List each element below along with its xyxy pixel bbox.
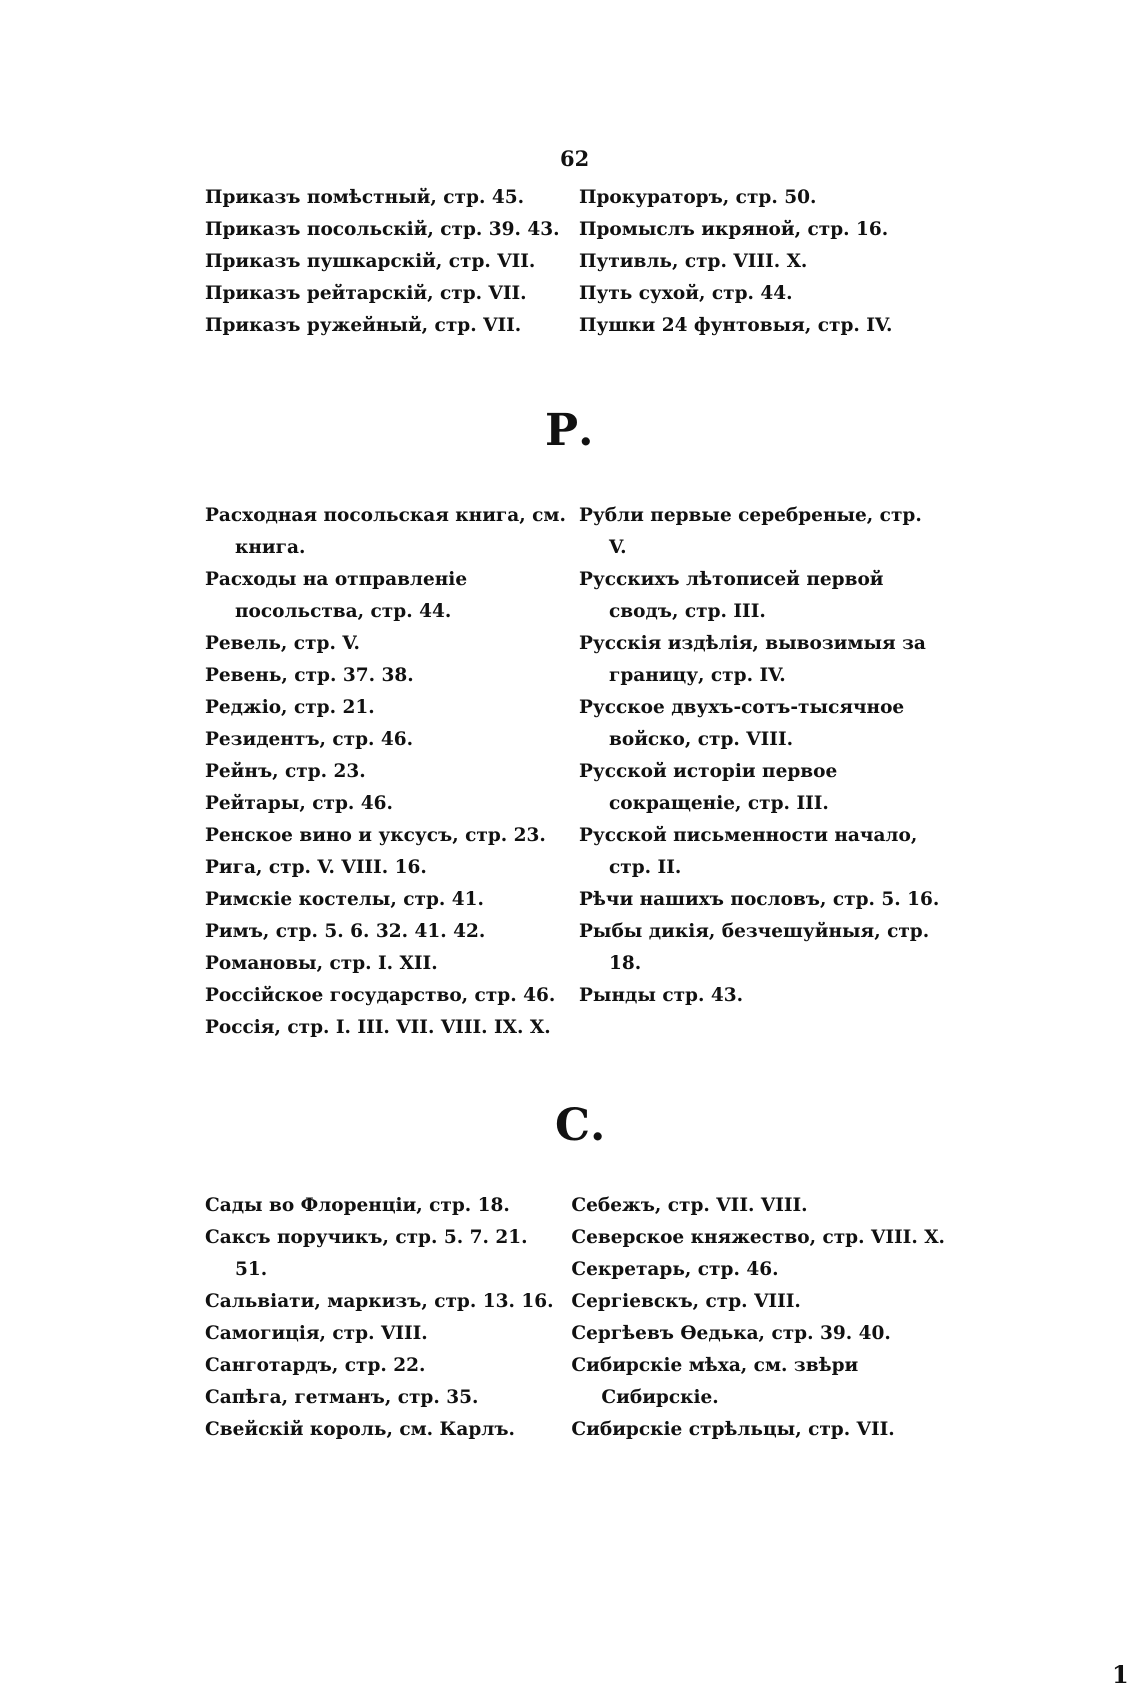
index-entry: Пушки 24 фунтовыя, стр. IV. — [579, 315, 893, 336]
index-entry: Приказъ пушкарскій, стр. VII. — [205, 251, 536, 272]
index-entry: Рейтары, стр. 46. — [205, 793, 393, 814]
index-entry: Римъ, стр. 5. 6. 32. 41. 42. — [205, 921, 486, 942]
column-right — [579, 500, 945, 1044]
section-s — [205, 1190, 945, 1446]
index-entry: Рейнъ, стр. 23. — [205, 761, 366, 782]
index-entry: Сибирскіе мѣха, см. звѣри Сибирскіе. — [571, 1355, 859, 1408]
index-entry: Рѣчи нашихъ пословъ, стр. 5. 16. — [579, 889, 940, 910]
index-entry: Санготардъ, стр. 22. — [205, 1355, 426, 1376]
section-letter-r: Р. — [545, 405, 594, 456]
index-entry: Сапѣга, гетманъ, стр. 35. — [205, 1387, 479, 1408]
column-right — [571, 1190, 945, 1446]
column-left — [205, 1190, 563, 1446]
index-entry: Рубли первые серебреные, стр. V. — [579, 505, 922, 558]
index-entry: Резидентъ, стр. 46. — [205, 729, 414, 750]
index-entry: Русской письменности начало, стр. II. — [579, 825, 918, 878]
index-entry: Расходы на отправленіе посольства, стр. 44. — [205, 569, 468, 622]
index-entry: Путь сухой, стр. 44. — [579, 283, 793, 304]
page-number: 62 — [560, 146, 590, 171]
column-left — [205, 500, 571, 1044]
index-entry: Романовы, стр. I. XII. — [205, 953, 438, 974]
index-entry: Саксъ поручикъ, стр. 5. 7. 21. 51. — [205, 1227, 528, 1280]
index-entry: Сады во Флоренціи, стр. 18. — [205, 1195, 510, 1216]
index-entry: Русской исторіи первое сокращеніе, стр. III. — [579, 761, 838, 814]
index-entry: Сергѣевъ Өедька, стр. 39. 40. — [571, 1323, 891, 1344]
index-entry: Приказъ ружейный, стр. VII. — [205, 315, 522, 336]
index-entry: Северское княжество, стр. VIII. X. — [571, 1227, 945, 1248]
section-letter-s: С. — [555, 1100, 606, 1151]
index-entry: Русскія издѣлія, вывозимыя за границу, стр. IV. — [579, 633, 926, 686]
column-left — [205, 182, 571, 342]
index-entry: Русскихъ лѣтописей первой сводъ, стр. III. — [579, 569, 884, 622]
index-entry: Приказъ посольскій, стр. 39. 43. — [205, 219, 560, 240]
section-r — [205, 500, 945, 1044]
index-entry: Сибирскіе стрѣльцы, стр. VII. — [571, 1419, 895, 1440]
index-entry: Ренское вино и уксусъ, стр. 23. — [205, 825, 546, 846]
index-entry: Россія, стр. I. III. VII. VIII. IX. X. — [205, 1017, 551, 1038]
index-entry: Самогиція, стр. VIII. — [205, 1323, 428, 1344]
index-entry: Сергіевскъ, стр. VIII. — [571, 1291, 801, 1312]
index-entry: Россійское государство, стр. 46. — [205, 985, 556, 1006]
index-entry: Приказъ помѣстный, стр. 45. — [205, 187, 525, 208]
index-entry: Прокураторъ, стр. 50. — [579, 187, 817, 208]
index-entry: Промыслъ икряной, стр. 16. — [579, 219, 889, 240]
section-p — [205, 182, 945, 342]
index-entry: Русское двухъ-сотъ-тысячное войско, стр. VIII. — [579, 697, 905, 750]
index-entry: Рынды стр. 43. — [579, 985, 744, 1006]
index-entry: Расходная посольская книга, см. книга. — [205, 505, 566, 558]
index-entry: Ревель, стр. V. — [205, 633, 360, 654]
column-right — [579, 182, 945, 342]
index-entry: Рыбы дикія, безчешуйныя, стр. 18. — [579, 921, 930, 974]
index-entry: Свейскій король, см. Карлъ. — [205, 1419, 515, 1440]
index-entry: Реджіо, стр. 21. — [205, 697, 375, 718]
index-entry: Ревень, стр. 37. 38. — [205, 665, 414, 686]
index-entry: Приказъ рейтарскій, стр. VII. — [205, 283, 527, 304]
index-entry: Рига, стр. V. VIII. 16. — [205, 857, 427, 878]
corner-mark: 1 — [1112, 1660, 1129, 1689]
index-entry: Сальвіати, маркизъ, стр. 13. 16. — [205, 1291, 554, 1312]
index-entry: Путивль, стр. VIII. X. — [579, 251, 808, 272]
index-entry: Римскіе костелы, стр. 41. — [205, 889, 484, 910]
index-entry: Секретарь, стр. 46. — [571, 1259, 779, 1280]
index-entry: Себежъ, стр. VII. VIII. — [571, 1195, 808, 1216]
